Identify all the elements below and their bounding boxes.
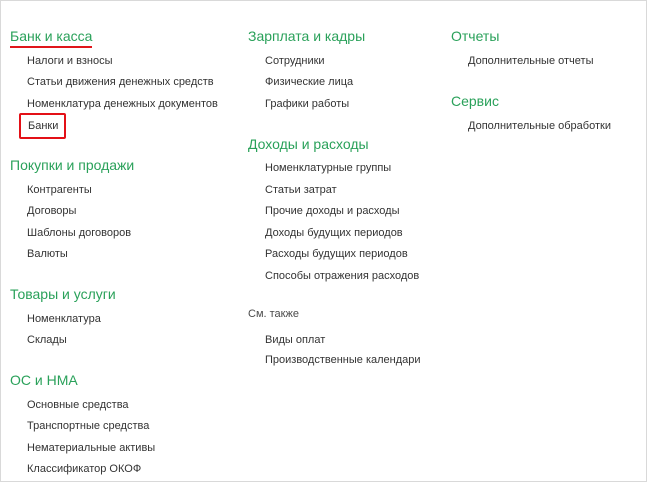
section-heading-reports[interactable]: Отчеты: [451, 28, 500, 44]
link-banks[interactable]: Банки: [19, 113, 66, 139]
link-additional-processing[interactable]: Дополнительные обработки: [468, 120, 611, 132]
link-cash-flow-items[interactable]: Статьи движения денежных средств: [27, 76, 214, 88]
section-heading-assets[interactable]: ОС и НМА: [10, 372, 78, 388]
link-intangible-assets[interactable]: Нематериальные активы: [27, 442, 156, 454]
link-okof-classifier[interactable]: Классификатор ОКОФ: [27, 463, 142, 475]
link-counterparties[interactable]: Контрагенты: [27, 184, 92, 196]
section-heading-salary[interactable]: Зарплата и кадры: [248, 28, 366, 44]
link-contracts[interactable]: Договоры: [27, 205, 77, 217]
link-contract-templates[interactable]: Шаблоны договоров: [27, 227, 132, 239]
link-nomenclature-groups[interactable]: Номенклатурные группы: [265, 162, 392, 174]
link-other-income-expenses[interactable]: Прочие доходы и расходы: [265, 205, 400, 217]
link-production-calendars[interactable]: Производственные календари: [265, 354, 421, 366]
link-individuals[interactable]: Физические лица: [265, 76, 354, 88]
link-fixed-assets[interactable]: Основные средства: [27, 399, 129, 411]
link-taxes[interactable]: Налоги и взносы: [27, 55, 113, 67]
link-nomenclature[interactable]: Номенклатура: [27, 313, 101, 325]
see-also-heading: См. также: [248, 308, 299, 320]
link-expense-methods[interactable]: Способы отражения расходов: [265, 270, 420, 282]
link-payment-types[interactable]: Виды оплат: [265, 334, 326, 346]
section-heading-service[interactable]: Сервис: [451, 93, 499, 109]
link-deferred-income[interactable]: Доходы будущих периодов: [265, 227, 403, 239]
link-warehouses[interactable]: Склады: [27, 334, 67, 346]
link-cost-items[interactable]: Статьи затрат: [265, 184, 337, 196]
link-additional-reports[interactable]: Дополнительные отчеты: [468, 55, 594, 67]
section-heading-sales[interactable]: Покупки и продажи: [10, 157, 135, 173]
link-money-documents[interactable]: Номенклатура денежных документов: [27, 98, 218, 110]
link-work-schedules[interactable]: Графики работы: [265, 98, 350, 110]
link-employees[interactable]: Сотрудники: [265, 55, 325, 67]
link-vehicles[interactable]: Транспортные средства: [27, 420, 150, 432]
section-heading-goods[interactable]: Товары и услуги: [10, 286, 116, 302]
link-currencies[interactable]: Валюты: [27, 248, 68, 260]
section-heading-income[interactable]: Доходы и расходы: [248, 136, 369, 152]
section-heading-bank[interactable]: Банк и касса: [10, 27, 92, 48]
link-deferred-expenses[interactable]: Расходы будущих периодов: [265, 248, 408, 260]
